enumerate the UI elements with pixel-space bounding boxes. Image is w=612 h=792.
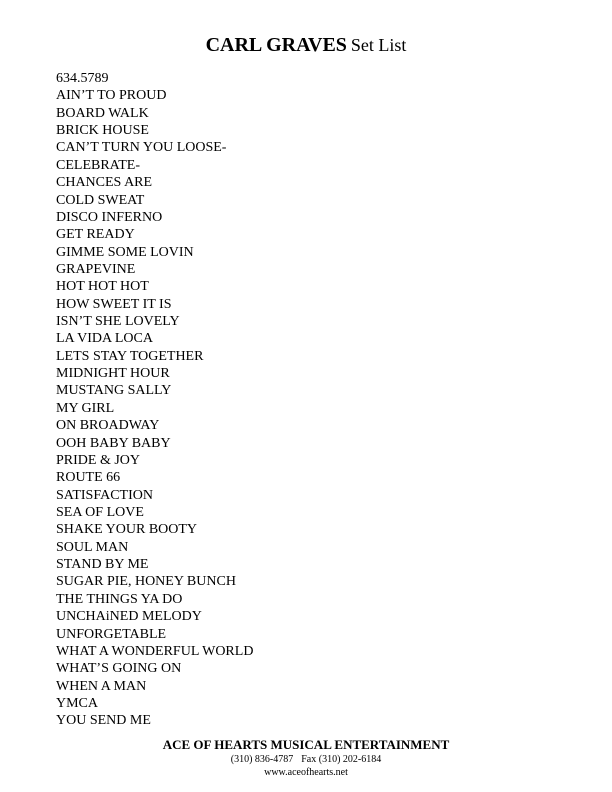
song-item: DISCO INFERNO [56, 209, 163, 225]
song-item: WHEN A MAN [56, 678, 147, 694]
song-item: STAND BY ME [56, 557, 149, 573]
song-item: CHANCES ARE [56, 175, 153, 191]
song-item: LA VIDA LOCA [56, 331, 153, 347]
song-item: UNFORGETABLE [56, 626, 167, 642]
song-item: GET READY [56, 227, 135, 243]
song-item: AIN’T TO PROUD [56, 88, 167, 104]
song-list [56, 70, 253, 730]
company-name: ACE OF HEARTS MUSICAL ENTERTAINMENT [162, 737, 450, 752]
song-item: HOT HOT HOT [56, 279, 149, 295]
page-title [0, 33, 612, 59]
song-item: PRIDE & JOY [56, 452, 141, 468]
song-item: ON BROADWAY [56, 418, 160, 434]
contact-line [0, 753, 612, 766]
song-item: BRICK HOUSE [56, 123, 149, 139]
website-link[interactable]: www.aceofhearts.net [264, 767, 348, 778]
song-item: SOUL MAN [56, 539, 129, 555]
song-item: BOARD WALK [56, 105, 149, 121]
song-item: YOU SEND ME [56, 713, 151, 729]
song-item: YMCA [56, 695, 99, 711]
song-item: HOW SWEET IT IS [56, 296, 172, 312]
song-item: WHAT’S GOING ON [56, 661, 182, 677]
footer [0, 736, 612, 779]
song-item: MUSTANG SALLY [56, 383, 172, 399]
song-item: THE THINGS YA DO [56, 591, 183, 607]
song-item: SHAKE YOUR BOOTY [56, 522, 198, 538]
song-item: LETS STAY TOGETHER [56, 348, 204, 364]
song-item: ROUTE 66 [56, 470, 121, 486]
fax-number: Fax (310) 202-6184 [301, 754, 382, 765]
song-item: GRAPEVINE [56, 261, 136, 277]
song-item: CELEBRATE- [56, 157, 140, 173]
song-item: SEA OF LOVE [56, 504, 144, 520]
set-list-label: Set List [350, 35, 407, 55]
artist-name: CARL GRAVES [205, 34, 347, 56]
song-item: CAN’T TURN YOU LOOSE- [56, 140, 227, 156]
song-item: COLD SWEAT [56, 192, 145, 208]
phone-number: (310) 836-4787 [230, 754, 294, 765]
song-item: 634.5789 [56, 71, 109, 86]
song-item: GIMME SOME LOVIN [56, 244, 194, 260]
song-item: OOH BABY BABY [56, 435, 171, 451]
song-item: UNCHAiNED MELODY [56, 609, 202, 625]
song-item: MIDNIGHT HOUR [56, 366, 170, 382]
song-item: SUGAR PIE, HONEY BUNCH [56, 574, 236, 590]
song-item: ISN’T SHE LOVELY [56, 314, 180, 330]
song-item: SATISFACTION [56, 487, 153, 503]
song-item: WHAT A WONDERFUL WORLD [56, 643, 254, 659]
song-item: MY GIRL [56, 400, 115, 416]
